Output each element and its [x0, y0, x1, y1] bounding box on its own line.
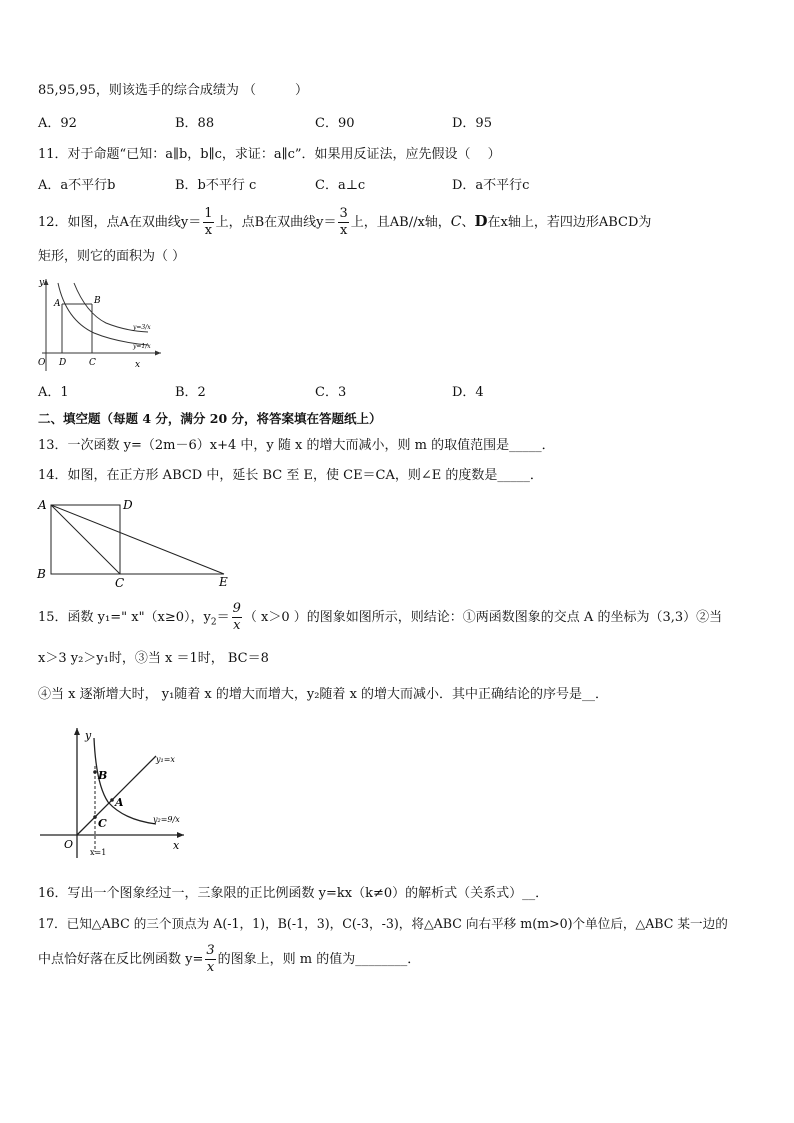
q15-figure: [38, 724, 188, 860]
fraction-9-over-x: $\frac{9}{x}$: [232, 601, 241, 633]
q12-option-d: D．4: [452, 385, 484, 400]
q12-label-curve1: y=1/x: [133, 343, 151, 350]
q12-label-y: y: [39, 278, 45, 288]
q12-text: 12．如图，点A在双曲线y＝ $\frac{1}{x}$ 上，点B在双曲线y＝ $\frac{3}{x}$ 上，且AB//x轴，C、D在x轴上，若四边形ABCD为: [38, 206, 652, 238]
q14-label-a: A: [38, 498, 47, 512]
q14-label-c: C: [115, 576, 125, 588]
q12-label-b: B: [94, 296, 101, 306]
q12-option-c: C．3: [315, 385, 347, 400]
q15-label-y1: y₁=x: [156, 755, 175, 764]
q15-point-a: [110, 798, 114, 802]
q15-point-c: [93, 815, 97, 819]
q12-label-a: A: [54, 299, 61, 309]
fraction-3-over-x: $\frac{3}{x}$: [339, 206, 348, 238]
q12-figure: [36, 275, 166, 373]
q14-text: 14．如图，在正方形 ABCD 中，延长 BC 至 E，使 CE＝CA，则∠E 的度数是_____．: [38, 468, 543, 483]
q14-label-d: D: [123, 498, 133, 512]
q14-label-b: B: [37, 567, 46, 581]
q15-label-c: C: [98, 817, 107, 830]
q11-option-b: B．b不平行 c: [175, 178, 257, 193]
q12-option-b: B．2: [175, 385, 206, 400]
q11-option-c: C．a⊥c: [315, 178, 366, 193]
q12-label-curve3: y=3/x: [133, 324, 151, 331]
q17-text-line2: 中点恰好落在反比例函数 y= $\frac{3}{x}$ 的图象上，则 m 的值为________．: [38, 943, 421, 975]
q15-text-line2: x＞3 y₂＞y₁时，③当 x ＝1时， BC＝8: [38, 651, 269, 666]
q12-option-a: A．1: [38, 385, 69, 400]
q17-text: 17．已知△ABC 的三个顶点为 A(-1，1)，B(-1，3)，C(-3，-3)，将△ABC 向右平移 m(m>0)个单位后，△ABC 某一边的: [38, 916, 728, 931]
q12-text-line2: 矩形，则它的面积为（ ）: [38, 249, 186, 264]
q15-text-line3: ④当 x 逐渐增大时， y₁随着 x 的增大而增大，y₂随着 x 的增大而减小．其中正确结论的序号是__．: [38, 687, 609, 702]
q15-label-x: x: [173, 839, 180, 852]
q15-text: 15．函数 y₁=" x"（x≥0），$y_2=$ $\frac{9}{x}$ （ x＞0 ）的图象如图所示，则结论：①两函数图象的交点 A 的坐标为（3,3）②当: [38, 601, 723, 633]
q15-label-y: y: [85, 729, 92, 742]
q10-option-a: A．92: [38, 116, 77, 131]
q10-option-b: B．88: [175, 116, 215, 131]
q10-option-c: C．90: [315, 116, 355, 131]
q11-option-d: D．a不平行c: [452, 178, 530, 193]
q16-text: 16．写出一个图象经过一，三象限的正比例函数 y=kx（k≠0）的解析式（关系式）__．: [38, 886, 549, 901]
q15-label-b: B: [98, 769, 108, 782]
fraction-1-over-x: $\frac{1}{x}$: [204, 206, 213, 238]
q13-text: 13．一次函数 y=（2m－6）x+4 中，y 随 x 的增大而减小，则 m 的取值范围是_____．: [38, 438, 555, 453]
q14-label-e: E: [219, 575, 228, 588]
q15-point-b: [93, 770, 97, 774]
q14-figure: [36, 496, 236, 588]
q11-text: 11．对于命题“已知：a∥b，b∥c，求证：a∥c”．如果用反证法，应先假设（ ）: [38, 147, 501, 162]
q10-option-d: D．95: [452, 116, 492, 131]
q12-label-d: D: [59, 358, 67, 368]
q15-label-a: A: [115, 796, 124, 809]
q15-label-o: O: [64, 838, 74, 851]
section-2-title: 二、填空题（每题 4 分，满分 20 分，将答案填在答题纸上）: [38, 411, 382, 426]
q12-label-x: x: [135, 360, 141, 370]
q12-label-o: O: [38, 358, 46, 368]
q15-label-x1: x=1: [90, 848, 107, 857]
q12-label-c: C: [89, 358, 96, 368]
q11-option-a: A．a不平行b: [38, 178, 116, 193]
q10-text: 85,95,95，则该选手的综合成绩为 （ ）: [38, 83, 309, 98]
q15-label-y2: y₂=9/x: [153, 815, 180, 824]
fraction-3-over-x-q17: $\frac{3}{x}$: [206, 943, 215, 975]
